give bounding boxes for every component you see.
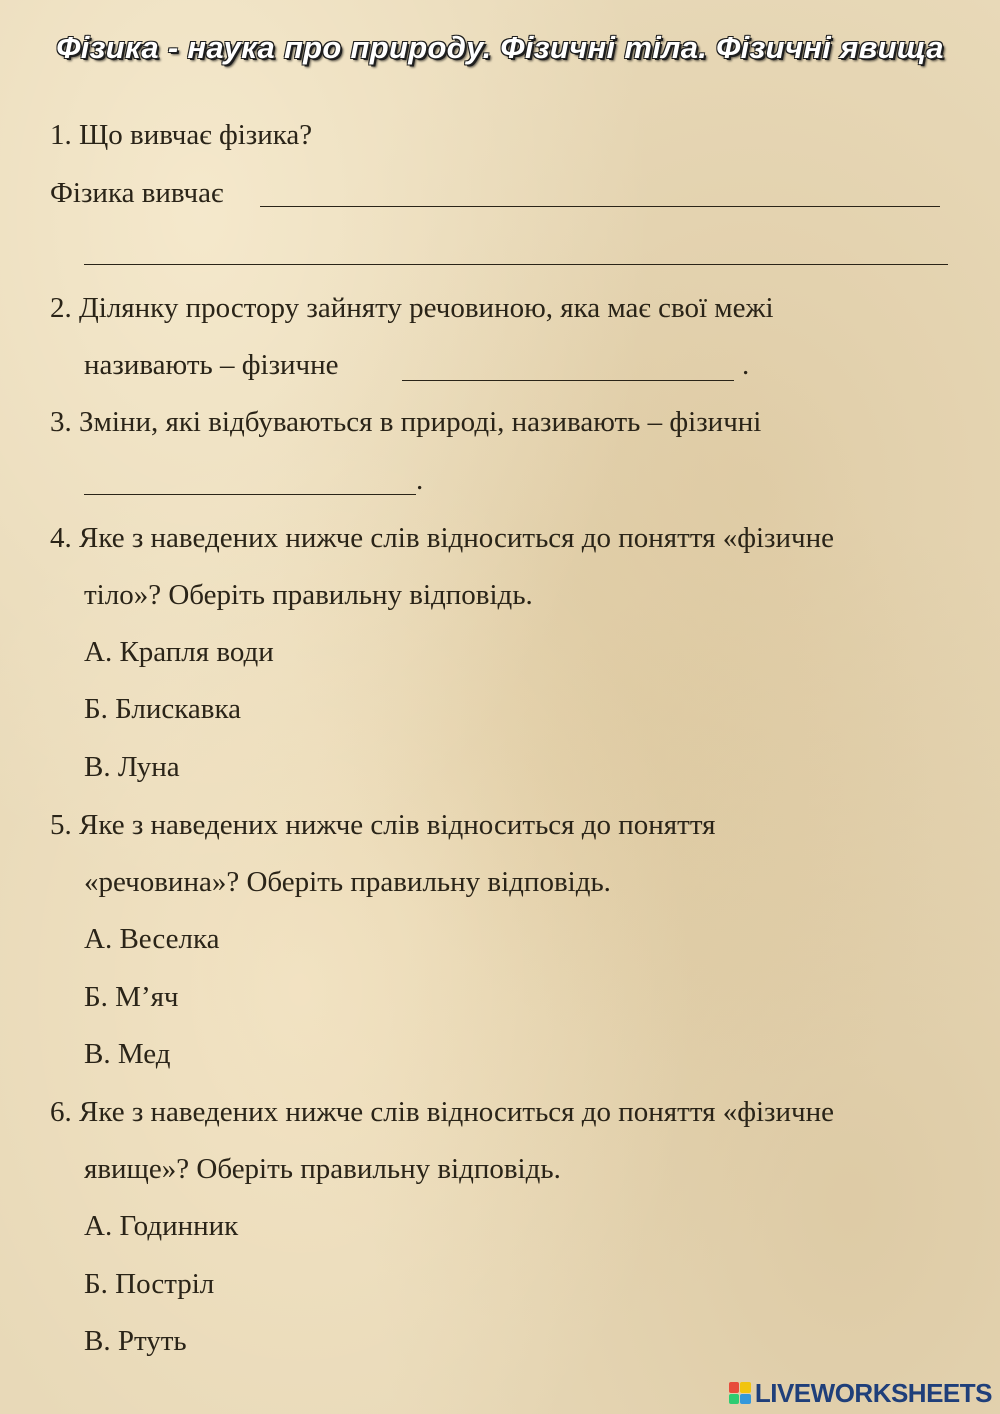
question-1-prompt: Фізика вивчає bbox=[50, 177, 224, 209]
question-5-option-b[interactable]: Б. М’яч bbox=[84, 981, 179, 1013]
liveworksheets-logo-icon bbox=[729, 1382, 751, 1404]
question-6-line-2: явище»? Оберіть правильну відповідь. bbox=[84, 1153, 561, 1185]
question-6-line-1: 6. Яке з наведених нижче слів відноситься до поняття «фізичне bbox=[50, 1096, 834, 1128]
question-6-option-c[interactable]: В. Ртуть bbox=[84, 1325, 187, 1357]
logo-square-red bbox=[729, 1382, 740, 1393]
question-6-option-a[interactable]: А. Годинник bbox=[84, 1210, 239, 1242]
logo-text: LIVEWORKSHEETS bbox=[754, 1377, 992, 1408]
answer-blank-1b[interactable] bbox=[84, 264, 948, 265]
question-4-line-1: 4. Яке з наведених нижче слів відноситься до поняття «фізичне bbox=[50, 522, 834, 554]
question-2-line-2: називають – фізичне bbox=[84, 349, 339, 381]
liveworksheets-logo[interactable] bbox=[729, 1378, 992, 1408]
question-4-line-2: тіло»? Оберіть правильну відповідь. bbox=[84, 579, 533, 611]
logo-square-blue bbox=[740, 1394, 751, 1405]
question-4-option-c[interactable]: В. Луна bbox=[84, 751, 180, 783]
question-4-option-a[interactable]: А. Крапля води bbox=[84, 636, 274, 668]
question-4-option-b[interactable]: Б. Блискавка bbox=[84, 693, 242, 725]
question-3-line-1: 3. Зміни, які відбуваються в природі, називають – фізичні bbox=[50, 406, 762, 438]
question-3-period: . bbox=[416, 464, 424, 496]
logo-square-yellow bbox=[740, 1382, 751, 1393]
answer-blank-3[interactable] bbox=[84, 494, 416, 495]
answer-blank-1a[interactable] bbox=[260, 206, 940, 207]
page-title: Фізика - наука про природу. Фізичні тіла. Фізичні явища bbox=[56, 30, 944, 65]
answer-blank-2[interactable] bbox=[402, 380, 734, 381]
question-6-option-b[interactable]: Б. Постріл bbox=[84, 1268, 215, 1300]
logo-square-green bbox=[729, 1394, 740, 1405]
question-5-line-2: «речовина»? Оберіть правильну відповідь. bbox=[84, 866, 611, 898]
question-5-option-c[interactable]: В. Мед bbox=[84, 1038, 171, 1070]
question-5-line-1: 5. Яке з наведених нижче слів відноситься до поняття bbox=[50, 809, 716, 841]
question-5-option-a[interactable]: А. Веселка bbox=[84, 923, 220, 955]
question-2-period: . bbox=[742, 349, 750, 381]
question-1: 1. Що вивчає фізика? bbox=[50, 119, 313, 151]
question-2-line-1: 2. Ділянку простору зайняту речовиною, яка має свої межі bbox=[50, 292, 774, 324]
